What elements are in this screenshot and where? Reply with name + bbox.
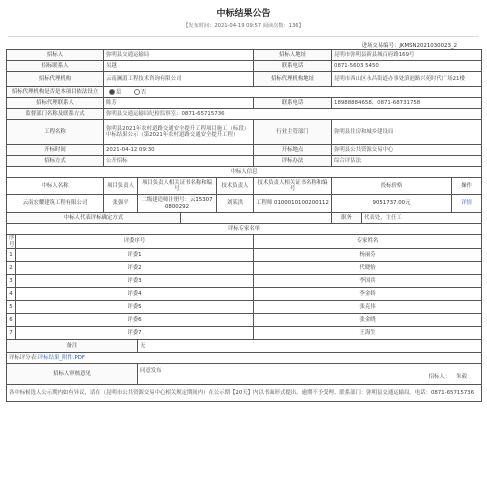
open-place-label: 开标地点 <box>254 145 332 156</box>
table-row <box>7 301 482 314</box>
agency-label: 招标代理机构 <box>7 72 104 87</box>
no-radio[interactable] <box>134 89 140 95</box>
opinion-label: 招标人审核意见 <box>7 364 138 385</box>
table-row <box>7 288 482 301</box>
agency-contact-label: 招标代理联系人 <box>7 98 104 109</box>
project-label: 工程名称 <box>7 120 104 145</box>
winner-tech: 刘某洪 <box>217 195 254 213</box>
agency-phone-label: 联系电话 <box>254 98 332 109</box>
col-header: 项目负责人相关证书名称和编号 <box>138 178 217 195</box>
table-row <box>7 213 482 224</box>
open-place-value: 弥明县公共资源交易中心 <box>332 145 482 156</box>
expert-no: 3 <box>7 275 16 288</box>
industry-value: 弥明县住房和城乡建设局 <box>332 120 482 145</box>
col-header: 技术负责人 <box>217 178 254 195</box>
table-row <box>7 156 482 167</box>
contact-label: 招标联系人 <box>7 61 104 72</box>
expert-name: 杨丽芬 <box>254 249 482 262</box>
table-row <box>7 167 482 178</box>
expert-name: 王海生 <box>254 327 482 340</box>
agency-contact-value: 陈芳 <box>104 98 254 109</box>
agency-address-value: 昆明市西山区永昌街道办事处滇池路兴苑时代广场21楼 <box>332 72 482 87</box>
notice-text: 各中标候选人公示期内如有异议，请在（昆明市公共资源交易中心相关规定期间内）在公示期【20天】内以书面形式提出，逾期不予受理。联系部门：弥明县交通运输局。电话：0871-65715736 <box>7 385 482 402</box>
winner-pm: 张强平 <box>104 195 138 213</box>
table-row <box>7 178 482 195</box>
expert-no: 2 <box>7 262 16 275</box>
supervisor-value: 弥明县交通运输局纪检监察室：0871-65715736 <box>104 109 482 120</box>
expert-role: 评委2 <box>16 262 254 275</box>
expert-no: 1 <box>7 249 16 262</box>
expert-name: 李国宾 <box>254 275 482 288</box>
col-header: 技术负责人相关证书名称和编号 <box>254 178 332 195</box>
expert-role: 评委5 <box>16 301 254 314</box>
expert-no: 5 <box>7 301 16 314</box>
rep-label: 中标人代表评标确定方式 <box>7 213 181 224</box>
open-time-label: 开标时间 <box>7 145 104 156</box>
supervisor-label: 监督部门名称及联系方式 <box>7 109 104 120</box>
expert-role: 评委7 <box>16 327 254 340</box>
expert-role: 评委6 <box>16 314 254 327</box>
expert-no: 4 <box>7 288 16 301</box>
remark-value: 无 <box>138 340 482 353</box>
yes-radio[interactable] <box>109 89 115 95</box>
signer-label: 招标人： <box>428 374 451 380</box>
table-row <box>7 262 482 275</box>
expert-name: 代晓怡 <box>254 262 482 275</box>
agency-value: 云南澜湄工程技术咨询有限公司 <box>104 72 254 87</box>
eval-label: 评标办法 <box>254 156 332 167</box>
col-header: 专家姓名 <box>254 235 482 249</box>
agency-flag-options <box>104 87 482 98</box>
col-header: 操作 <box>452 178 482 195</box>
attachment-prefix: 评标评分表: <box>9 354 38 361</box>
table-row <box>7 327 482 340</box>
trade-code: 进场交易编号：JKMSN2021030023_2 <box>361 43 457 49</box>
contact-phone-value: 0871-5603 5450 <box>332 61 482 72</box>
winner-section-title: 中标人信息 <box>7 167 482 178</box>
table-row <box>7 50 482 61</box>
post-label: 职务 <box>332 213 362 224</box>
contact-value: 吴越 <box>104 61 254 72</box>
table-row <box>7 235 482 249</box>
method-label: 招标方式 <box>7 156 104 167</box>
table-row <box>7 314 482 327</box>
table-row <box>7 275 482 288</box>
table-row <box>7 224 482 235</box>
tenderer-address-value: 昆明市弥明县新县城百府路169号 <box>332 50 482 61</box>
agency-phone-value: 18988884658、0871-68731758 <box>332 98 482 109</box>
publish-meta: 【发布时间：2021-04-19 09:57 阅读次数：136】 <box>183 23 304 29</box>
divider <box>8 36 479 37</box>
signer-value: 朱毅 <box>456 374 468 380</box>
table-row <box>7 87 482 98</box>
contact-phone-label: 联系电话 <box>254 61 332 72</box>
table-row <box>7 109 482 120</box>
table-row <box>7 61 482 72</box>
attachment-row <box>7 353 482 364</box>
method-value: 公开招标 <box>104 156 254 167</box>
expert-name: 李金娇 <box>254 288 482 301</box>
expert-role: 评委1 <box>16 249 254 262</box>
expert-no: 7 <box>7 327 16 340</box>
table-row <box>7 340 482 353</box>
col-header: 评委序号 <box>16 235 254 249</box>
expert-no: 6 <box>7 314 16 327</box>
attachment-link[interactable]: 评标结果_附件.PDF <box>37 354 86 361</box>
expert-role: 评委4 <box>16 288 254 301</box>
eval-value: 综合评估法 <box>332 156 482 167</box>
table-row <box>7 72 482 87</box>
tenderer-label: 招标人 <box>7 50 104 61</box>
industry-label: 行业主管部门 <box>254 120 332 145</box>
remark-label: 备注 <box>7 340 138 353</box>
table-row <box>7 364 482 385</box>
table-row <box>7 353 482 364</box>
rep-value <box>181 213 332 224</box>
open-time-value: 2021-04-12 09:30 <box>104 145 254 156</box>
signer <box>140 374 479 381</box>
tenderer-address-label: 招标人地址 <box>254 50 332 61</box>
yes-radio-label: 是 <box>116 89 122 95</box>
agency-flag-label: 招标代理机构是否是本项目依法设立 <box>7 87 104 98</box>
agency-address-label: 招标代理机构地址 <box>254 72 332 87</box>
table-row <box>7 145 482 156</box>
no-radio-label: 否 <box>140 89 147 95</box>
post-value: 代表处、主任工 <box>362 213 482 224</box>
table-row <box>7 385 482 402</box>
winner-name: 云南宏耀建筑工程有限公司 <box>7 195 104 213</box>
result-table <box>6 49 482 402</box>
table-row <box>7 120 482 145</box>
expert-role: 评委3 <box>16 275 254 288</box>
winner-price: 9051737.00元 <box>332 195 452 213</box>
winner-pm-cert: 二级建造师注册号：云153070800292 <box>138 195 217 213</box>
table-row <box>7 249 482 262</box>
col-header: 序号 <box>7 235 16 249</box>
table-row <box>7 98 482 109</box>
opinion-cell <box>138 364 482 385</box>
col-header: 中标人名称 <box>7 178 104 195</box>
col-header: 项目负责人 <box>104 178 138 195</box>
table-row <box>7 195 482 213</box>
experts-section-title: 评标专家名单 <box>7 224 482 235</box>
page-title: 中标结果公告 <box>216 9 271 19</box>
project-value: 弥明县2021年农村道路交通安全提升工程项目施工（标段）中标结果公示（第2021年农村道路交通安全提升工程） <box>104 120 254 145</box>
opinion-value: 同意发布 <box>140 367 162 374</box>
expert-name: 张克伟 <box>254 301 482 314</box>
expert-name: 张金晓 <box>254 314 482 327</box>
winner-detail-link[interactable]: 详情 <box>452 195 482 213</box>
tenderer-value: 弥明县交通运输局 <box>104 50 254 61</box>
winner-tech-cert: 工程师 0100010100200112 <box>254 195 332 213</box>
col-header: 投标价格 <box>332 178 452 195</box>
